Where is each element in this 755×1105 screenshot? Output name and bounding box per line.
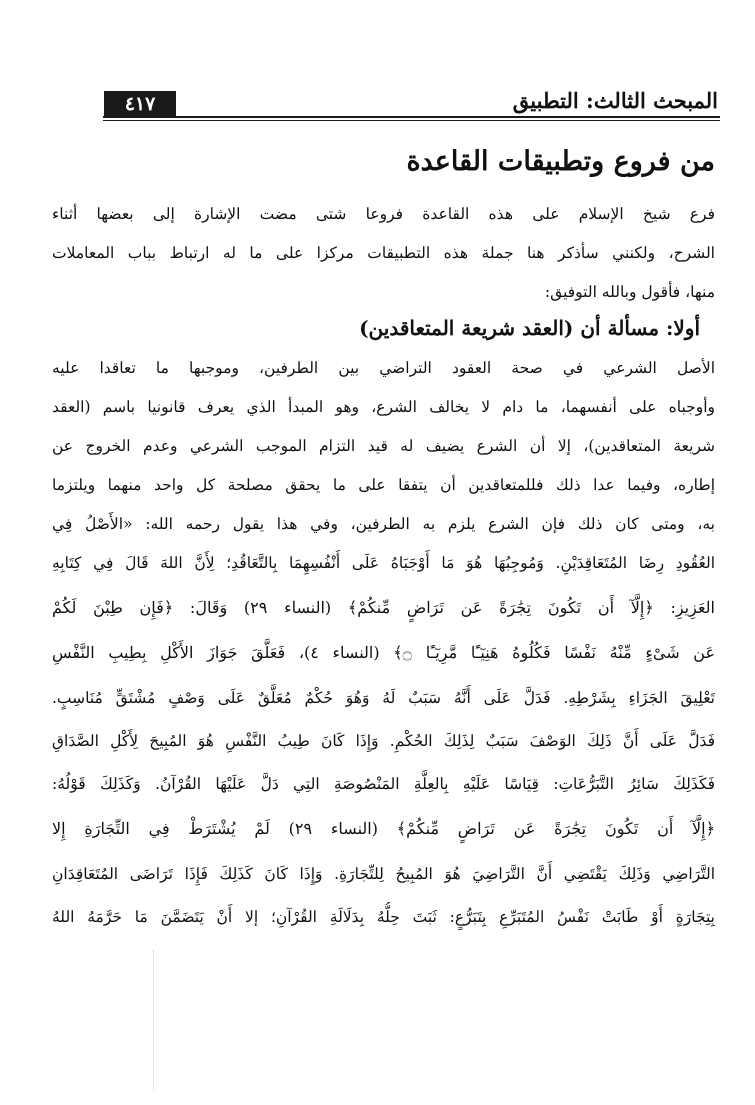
scan-margin-mark	[153, 950, 154, 1090]
quote-line: التَّرَاضِي وَذَلِكَ يَقْتَضِي أَنَّ التَّرَاضِيَ هُوَ المُبِيحُ لِلتِّجَارَةِ. وَإِذَا كَانَ كَذَلِكَ فَإِذَا تَرَاضَى المُتَعَاقِدَانِ	[52, 865, 715, 883]
page-number: ٤١٧	[104, 91, 176, 117]
paragraph-line: فرع شيخ الإسلام على هذه القاعدة فروعا شتى مضت الإشارة إلى بعضها أثناء	[52, 205, 715, 223]
paragraph-line: شريعة المتعاقدين)، إلا أن الشرع يضيف له قيد التزام الموجب الشرعي وعدم الخروج عن	[52, 437, 715, 455]
paragraph-line: وأوجباه على أنفسهما، ما دام لا يخالف الشرع، وهو المبدأ الذي يعرف قانونيا باسم (العقد	[52, 398, 715, 416]
paragraph-line: إطاره، وفيما عدا ذلك فللمتعاقدين أن يتفقا على ما يحقق مصلحة كل واحد منهما ويلتزما	[52, 476, 715, 494]
quote-line: العُقُودِ رِضَا المُتَعَاقِدَيْنِ. وَمُوجِبُهَا هُوَ مَا أَوْجَبَاهُ عَلَى أَنْفُسِهِمَا بِالتَّعَاقُدِ؛ لِأَنَّ اللهَ قَالَ فِي كِتَابِهِ	[52, 554, 715, 572]
subheading: أولا: مسألة أن (العقد شريعة المتعاقدين)	[359, 316, 700, 340]
quote-line: تَعْلِيقَ الجَزَاءِ بِشَرْطِهِ. فَدَلَّ عَلَى أَنَّهُ سَبَبٌ لَهُ وَهُوَ حُكْمٌ مُعَلَّقٌ عَلَى وَصْفٍ مُشْتَقٍّ مُنَاسِبٍ.	[52, 689, 715, 707]
header-rule-thin	[103, 120, 720, 121]
quote-line: فَكَذَلِكَ سَائِرُ التَّبَرُّعَاتِ: قِيَاسًا عَلَيْهِ بِالعِلَّةِ المَنْصُوصَةِ التِي دَلَّ عَلَيْهَا القُرْآنُ. وَكَذَلِكَ قَوْلُهُ:	[52, 775, 715, 793]
header-rule	[103, 116, 720, 118]
chapter-title: المبحث الثالث: التطبيق	[512, 88, 718, 113]
quote-line: عَن شَىْءٍ مِّنْهُ نَفْسًا فَكُلُوهُ هَنِيٓـًٔا مَّرِيٓـًٔا ۝﴾ (النساء ٤)، فَعَلَّقَ جَوَازَ الأَكْلِ بِطِيبِ النَّفْسِ	[52, 643, 715, 662]
quote-line: العَزِيزِ: ﴿إِلَّآ أَن تَكُونَ تِجَٰرَةً عَن تَرَاضٍ مِّنكُمْ﴾ (النساء ٢٩) وَقَالَ: ﴿فَإِن طِبْنَ لَكُمْ	[52, 598, 715, 617]
paragraph-line: به، ومتى كان ذلك فإن الشرع يلزم به الطرفين، وفي هذا يقول رحمه الله: «الأَصْلُ فِي	[52, 515, 715, 533]
quote-line: ﴿إِلَّآ أَن تَكُونَ تِجَٰرَةً عَن تَرَاضٍ مِّنكُمْ﴾ (النساء ٢٩) لَمْ يُشْتَرَطْ فِي التِّجَارَةِ إِلا	[52, 819, 715, 838]
quote-line: بِتِجَارَةٍ أَوْ طَابَتْ نَفْسُ المُتَبَرِّعِ بِتَبَرُّعٍ: ثَبَتَ حِلُّهُ بِدَلَالَةِ القُرْآنِ؛ إلا أَنْ يَتَضَمَّنَ مَا حَرَّمَهُ اللهُ	[52, 908, 715, 926]
paragraph-line: منها، فأقول وبالله التوفيق:	[544, 283, 715, 301]
paragraph-line: الأصل الشرعي في صحة العقود التراضي بين الطرفين، وموجبها ما تعاقدا عليه	[52, 359, 715, 377]
quote-line: فَدَلَّ عَلَى أَنَّ ذَلِكَ الوَصْفَ سَبَبٌ لِذَلِكَ الحُكْمِ. وَإِذَا كَانَ طِيبُ النَّفْسِ هُوَ المُبِيحَ لِأَكْلِ الصَّدَاقِ	[52, 732, 715, 750]
paragraph-line: الشرح، ولكنني سأذكر هنا جملة هذه التطبيقات مركزا على ما له ارتباط بباب المعاملات	[52, 244, 715, 262]
section-heading: من فروع وتطبيقات القاعدة	[406, 146, 715, 177]
